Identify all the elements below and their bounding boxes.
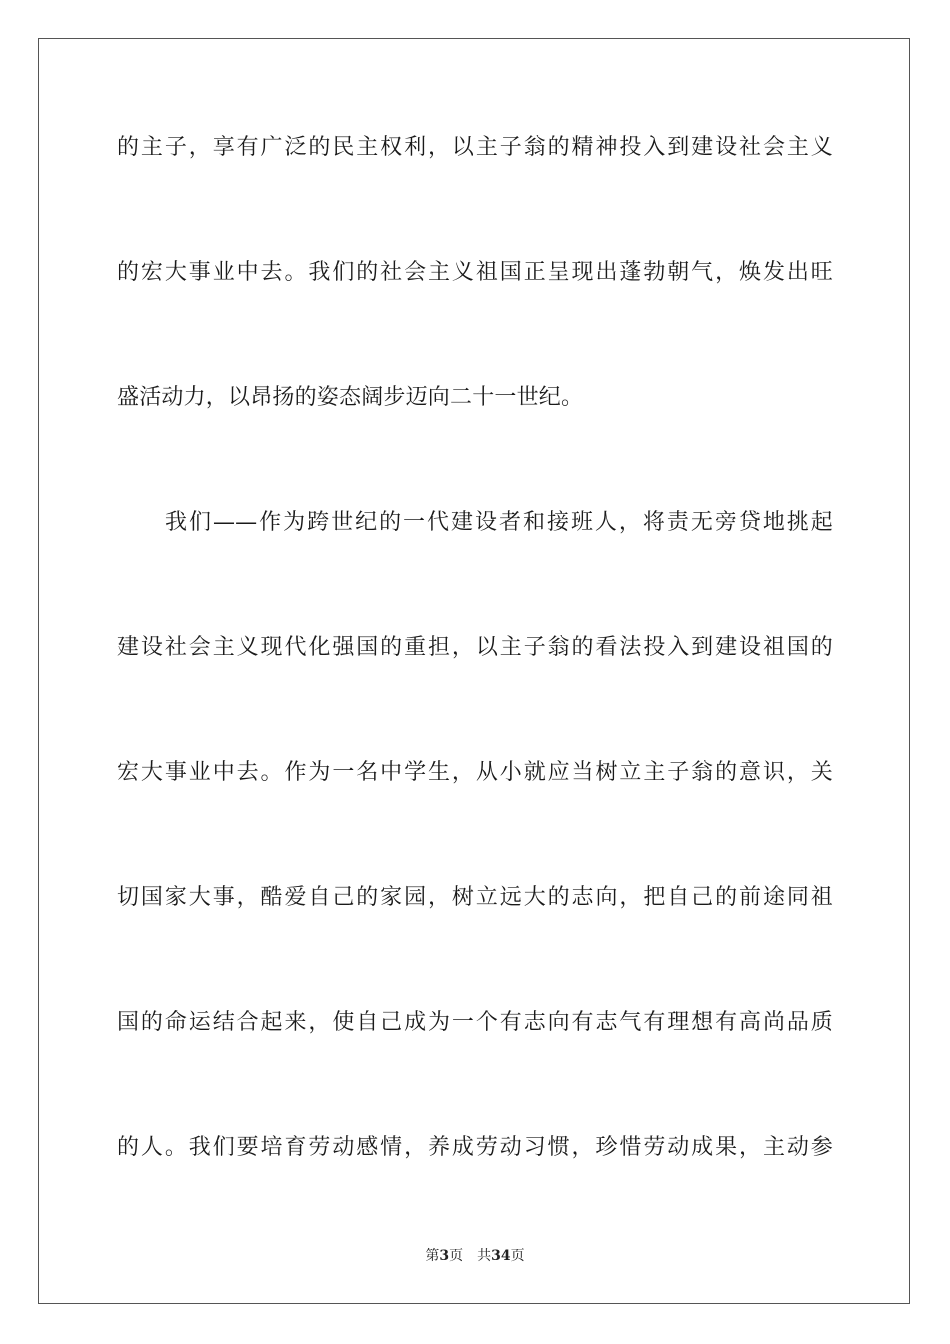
body-line-8: 国的命运结合起来，使自己成为一个有志向有志气有理想有高尚品质 xyxy=(117,1010,833,1035)
body-line-9: 的人。我们要培育劳动感情，养成劳动习惯，珍惜劳动成果，主动参 xyxy=(117,1135,833,1160)
body-line-5: 建设社会主义现代化强国的重担，以主子翁的看法投入到建设祖国的 xyxy=(117,635,833,660)
page-border xyxy=(38,38,910,1304)
page-prefix: 第 xyxy=(425,1248,440,1264)
body-line-6: 宏大事业中去。作为一名中学生，从小就应当树立主子翁的意识，关 xyxy=(117,760,833,785)
total-prefix: 共 xyxy=(477,1248,492,1264)
total-suffix: 页 xyxy=(510,1248,525,1264)
body-line-4-paragraph-start: 我们——作为跨世纪的一代建设者和接班人，将责无旁贷地挑起 xyxy=(165,510,833,535)
body-line-2: 的宏大事业中去。我们的社会主义祖国正呈现出蓬勃朝气，焕发出旺 xyxy=(117,260,833,285)
body-line-7: 切国家大事，酷爱自己的家园，树立远大的志向，把自己的前途同祖 xyxy=(117,885,833,910)
current-page-number: 3 xyxy=(439,1248,450,1264)
body-line-1: 的主子，享有广泛的民主权利，以主子翁的精神投入到建设社会主义 xyxy=(117,135,833,160)
page-suffix: 页 xyxy=(449,1248,464,1264)
total-page-count: 34 xyxy=(491,1248,511,1264)
body-line-3: 盛活动力，以昂扬的姿态阔步迈向二十一世纪。 xyxy=(117,385,584,410)
page-footer xyxy=(0,1247,950,1265)
